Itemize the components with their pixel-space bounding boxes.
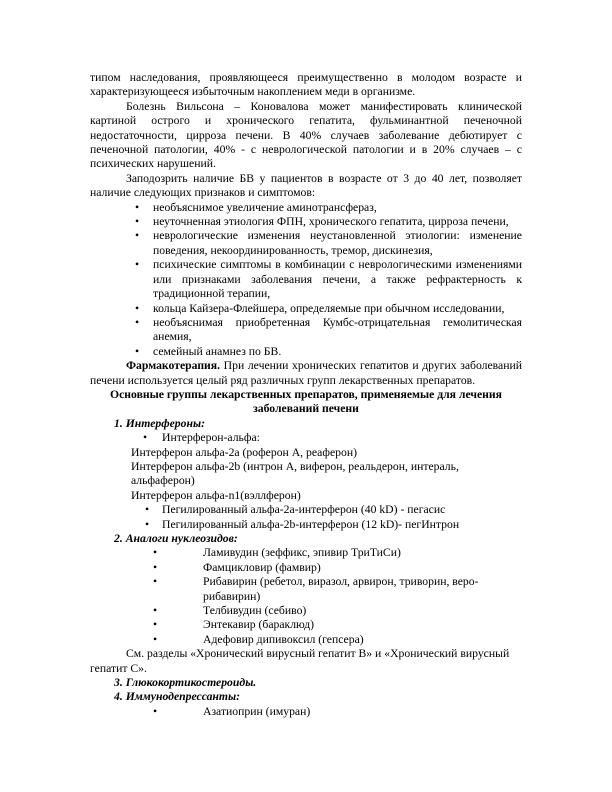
list-item: • Пегилированный альфа-2а-интерферон (40 kD) - пегасис: [90, 503, 522, 517]
section-nucleoside-analogs: 2. Аналоги нуклеозидов:: [114, 532, 238, 545]
interferon-line: Интерферон альфа-2а (роферон А, реаферон): [131, 445, 357, 459]
pharmacotherapy-text: При лечении хронических гепатитов и других заболеваний печени используется целый ряд различных групп лекарственных препаратов.: [90, 359, 522, 387]
pharmacotherapy-label: Фармакотерапия.: [126, 359, 221, 373]
list-item: • Рибавирин (ребетол, виразол, арвирон, триворин, веро-рибавирин): [90, 575, 522, 604]
list-item: • Ламивудин (зеффикс, эпивир ТриТиСи): [90, 546, 522, 560]
list-item: • Пегилированный альфа-2b-интерферон (12 kD)- пегИнтрон: [90, 518, 522, 532]
paragraph-pharmacotherapy: [90, 359, 522, 388]
interferon-line: Интерферон альфа-2b (интрон А, виферон, реальдерон, интераль, альфаферон): [131, 459, 459, 488]
list-item: • кольца Кайзера-Флейшера, определяемые при обычном исследовании,: [90, 302, 522, 316]
interferon-line: Интерферон альфа-n1(вэллферон): [131, 488, 301, 502]
list-item: • Адефовир дипивоксил (гепсера): [90, 633, 522, 647]
document-page: [90, 71, 522, 719]
list-item: • неврологические изменения неустановленной этиологии: изменение поведения, некоординированность, тремор, дискинезия,: [90, 229, 522, 258]
list-item: • Телбивудин (себиво): [90, 604, 522, 618]
paragraph-wilson-disease: Болезнь Вильсона – Коновалова может манифестировать клинической картиной острого и хронического гепатита, фульминантной печеночной недостаточности, цирроза печени. В 40% случаев заболевание дебютирует с печеночной патологии, 40% - с неврологической патологии и в 20% случаев – с психических нарушений.: [90, 99, 522, 171]
list-item: • необъяснимое увеличение аминотрансфераз,: [90, 201, 522, 215]
list-item: • Интерферон-альфа:: [90, 431, 522, 445]
peg-interferon-list: [90, 503, 522, 532]
immunosuppressant-list: [90, 705, 522, 719]
list-item: • неуточненная этиология ФПН, хронического гепатита, цирроза печени,: [90, 215, 522, 229]
paragraph-inheritance: типом наследования, проявляющееся преимущественно в молодом возрасте и характеризующееся избыточным накоплением меди в организме.: [90, 71, 522, 99]
list-item: • семейный анамнез по БВ.: [90, 345, 522, 359]
paragraph-suspect: Заподозрить наличие БВ у пациентов в возрасте от 3 до 40 лет, позволяет наличие следующих признаков и симптомов:: [90, 171, 522, 200]
list-item: • Фамцикловир (фамвир): [90, 561, 522, 575]
symptom-list: [90, 201, 522, 359]
section-immunosuppressants: 4. Иммунодепрессанты:: [114, 690, 241, 704]
section-glucocorticoids: 3. Глюкокортикостероиды.: [114, 676, 257, 690]
list-item: • Энтекавир (бараклюд): [90, 618, 522, 632]
list-item: • необъяснимая приобретенная Кумбс-отрицательная гемолитическая анемия,: [90, 316, 522, 345]
section-heading: Основные группы лекарственных препаратов, применяемые для лечения заболеваний печени: [110, 387, 502, 416]
section-interferons: 1. Интерфероны:: [114, 416, 205, 430]
list-item: • психические симптомы в комбинации с неврологическими изменениями или признаками заболевания печени, а также рефрактерность к традиционной терапии,: [90, 258, 522, 301]
paragraph-see-sections: См. разделы «Хронический вирусный гепатит В» и «Хронический вирусный гепатит С».: [90, 647, 510, 675]
list-item: • Азатиоприн (имуран): [90, 705, 522, 719]
nucleoside-list: [90, 546, 522, 647]
